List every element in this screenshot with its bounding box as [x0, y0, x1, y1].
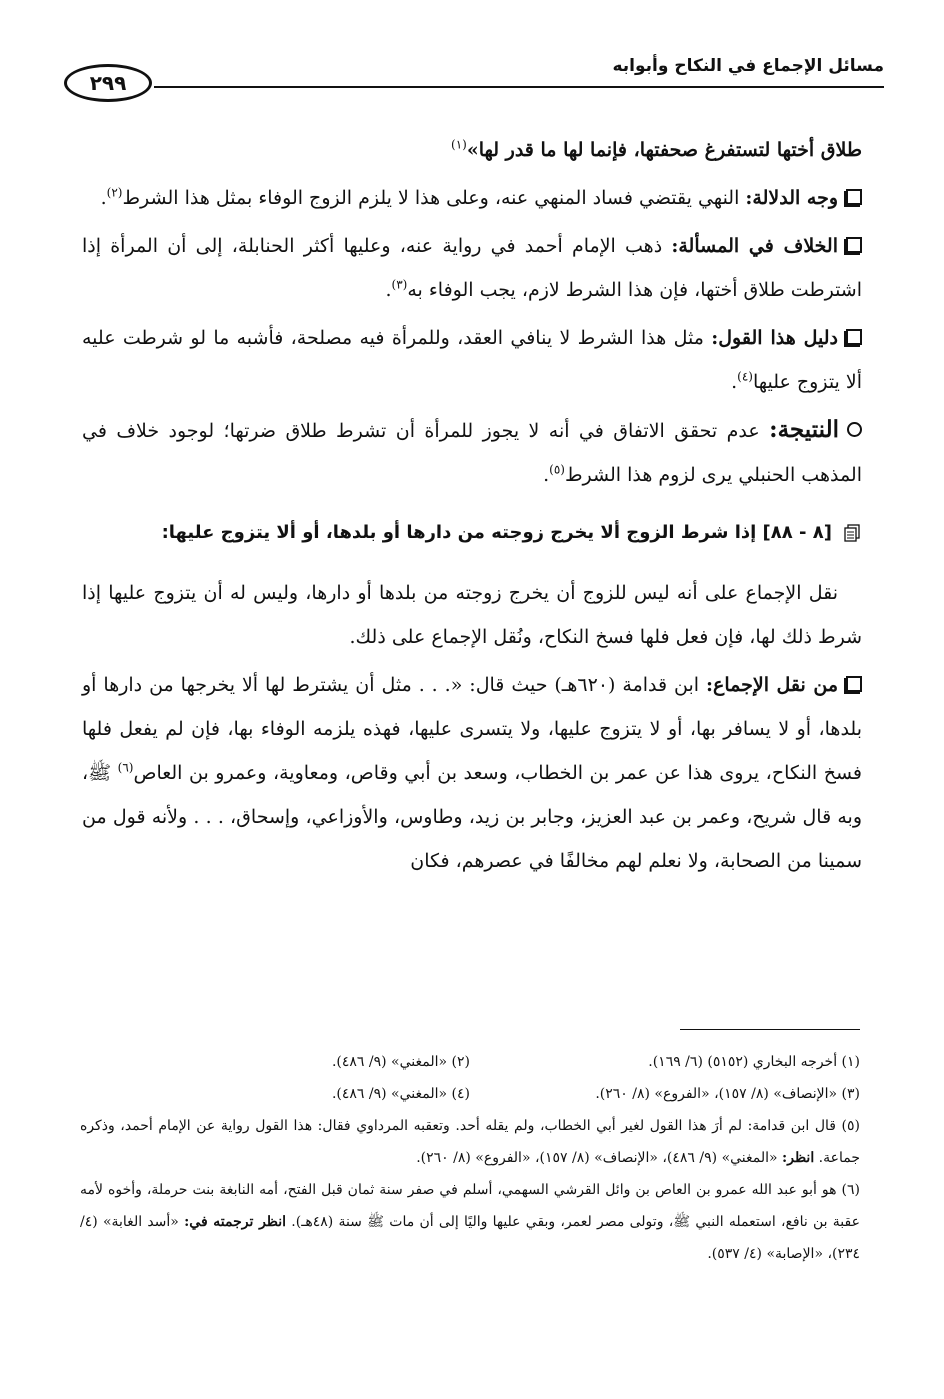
footnote-text: (٥) قال ابن قدامة: لم أرَ هذا القول لغير أبي الخطاب، ولم يقله أحد. وتعقبه المرداوي فقال: هذا القول رواية عن الإمام أحمد، وذكره جماعة.: [80, 1118, 860, 1166]
paragraph-text: ابن قدامة (٦٢٠هـ) حيث قال: «. . . مثل أن يشترط لها ألا يخرجها من دارها أو بلدها، أو لا يسافر بها، أو لا يتزوج عليها، ولا يتسرى عليها، فهذه يلزمه الوفاء بها، فإن لم يفعل فلها فسخ النكاح، يروى هذا عن عمر بن الخطاب، وسعد بن أبي وقاص، ومعاوية، وعمرو بن العاص: [82, 674, 862, 784]
paragraph-hadith-end: [82, 128, 862, 172]
page-number: ٢٩٩: [64, 64, 152, 102]
paragraph-transmitter: [82, 663, 862, 883]
footnote-1: (١) أخرجه البخاري (٥١٥٢) (٦/ ١٦٩).: [648, 1054, 860, 1070]
square-bullet-icon: [846, 189, 862, 205]
period: .: [100, 187, 107, 209]
footnote-3: (٣) «الإنصاف» (٨/ ١٥٧)، «الفروع» (٨/ ٢٦٠).: [595, 1086, 860, 1102]
paragraph-label: الخلاف في المسألة:: [671, 235, 838, 257]
page-header: [64, 56, 884, 100]
footnote-row: [80, 1046, 860, 1078]
footnote-ref-1: (١): [451, 137, 467, 152]
paragraph-disagreement: [82, 224, 862, 312]
period: .: [385, 279, 392, 301]
footnote-2: (٢) «المغني» (٩/ ٤٨٦).: [331, 1054, 470, 1070]
footnote-ref-2: (٢): [106, 185, 123, 200]
footnote-ref-6: (٦): [117, 760, 134, 775]
paragraph-proof: [82, 316, 862, 404]
footnote-text: (٦) هو أبو عبد الله عمرو بن العاص بن وائل القرشي السهمي، أسلم في صفر سنة ثمان قبل الفتح، أمه النابغة بنت حرملة، وأخوه لأمه عقبة بن نافع، استعمله النبي ﷺ، وتولى مصر لعمر، وبقي عليها واليًا إلى أن مات ﷺ سنة (٤٨هـ).: [80, 1182, 860, 1230]
paragraph-evidence: [82, 176, 862, 220]
main-text: [82, 128, 862, 887]
square-bullet-icon: [846, 237, 862, 253]
running-title: مسائل الإجماع في النكاح وأبوابه: [612, 56, 884, 76]
footnote-see-label: انظر ترجمته في:: [184, 1214, 287, 1230]
section-heading: [82, 511, 862, 555]
honorific: ﷺ: [88, 762, 118, 784]
footnote-ref-4: (٤): [737, 369, 753, 384]
circle-bullet-icon: [847, 422, 862, 437]
footnote-text: «أسد الغابة» (٤/ ٢٣٤)، «الإصابة» (٤/ ٥٣٧).: [80, 1214, 860, 1262]
paragraph-text: عدم تحقق الاتفاق في أنه لا يجوز للمرأة أن تشرط طلاق ضرتها؛ لوجود خلاف في المذهب الحنبلي يرى لزوم هذا الشرط: [82, 420, 862, 486]
footnote-separator: [680, 1029, 860, 1030]
square-bullet-icon: [846, 676, 862, 692]
period: .: [543, 464, 550, 486]
period: .: [731, 371, 738, 393]
footnote-row: [80, 1078, 860, 1110]
paragraph-result: [82, 408, 862, 497]
paragraph-text: النهي يقتضي فساد المنهي عنه، وعلى هذا لا يلزم الزوج الوفاء بمثل هذا الشرط: [122, 187, 746, 209]
paragraph-text-continued: ، وبه قال شريح، وعمر بن عبد العزيز، وجابر بن زيد، وطاوس، والأوزاعي، وإسحاق، . . . ولأنه قول من سمينا من الصحابة، ولا نعلم لهم مخالفًا في عصرهم، فكان: [82, 762, 862, 872]
footnote-ref-5: (٥): [549, 462, 565, 477]
paragraph-label: من نقل الإجماع:: [706, 674, 838, 696]
footnote-6: [80, 1174, 860, 1270]
hadith-quote: طلاق أختها لتستفرغ صحفتها، فإنما لها ما قدر لها»: [466, 139, 862, 161]
documents-icon: [842, 523, 862, 543]
paragraph-label: النتيجة:: [769, 416, 839, 443]
paragraph-text: مثل هذا الشرط لا ينافي العقد، وللمرأة فيه مصلحة، فأشبه ما لو شرطت عليه ألا يتزوج عليها: [82, 327, 862, 393]
footnotes: [80, 1046, 860, 1270]
section-heading-text: [٨ - ٨٨] إذا شرط الزوج ألا يخرج زوجته من دارها أو بلدها، أو ألا يتزوج عليها:: [161, 522, 832, 543]
paragraph-text: ذهب الإمام أحمد في رواية عنه، وعليها أكثر الحنابلة، إلى أن المرأة إذا اشترطت طلاق أختها، فإن هذا الشرط لازم، يجب الوفاء به: [82, 235, 862, 301]
paragraph-consensus: نقل الإجماع على أنه ليس للزوج أن يخرج زوجته من بلدها أو دارها، وليس له أن يتزوج عليها إذا شرط ذلك لها، فإن فعل فلها فسخ النكاح، ونُقل الإجماع على ذلك.: [82, 582, 862, 648]
footnote-text: «المغني» (٩/ ٤٨٦)، «الإنصاف» (٨/ ١٥٧)، «الفروع» (٨/ ٢٦٠).: [416, 1150, 783, 1166]
footnote-ref-3: (٣): [391, 277, 408, 292]
paragraph-label: دليل هذا القول:: [711, 327, 838, 349]
paragraph-label: وجه الدلالة:: [745, 187, 838, 209]
footnote-see-label: انظر:: [782, 1150, 815, 1166]
footnote-4: (٤) «المغني» (٩/ ٤٨٦).: [331, 1086, 470, 1102]
footnote-5: [80, 1110, 860, 1174]
square-bullet-icon: [846, 329, 862, 345]
header-rule: [154, 86, 884, 88]
